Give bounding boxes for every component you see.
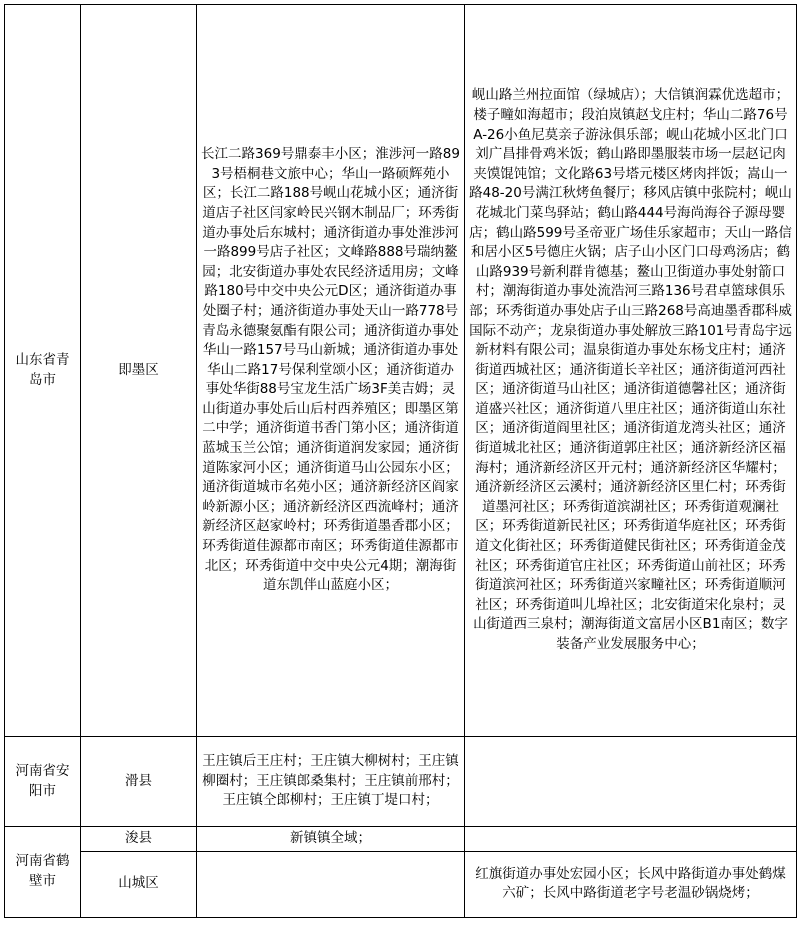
medium-risk-text: 王庄镇后王庄村；王庄镇大柳树村；王庄镇柳圈村；王庄镇郎桑集村；王庄镇前邢村；王庄镇仝郎柳村；王庄镇丁堤口村；: [202, 753, 459, 809]
medium-risk-cell: [197, 737, 465, 827]
district-name: 浚县: [125, 830, 152, 846]
table-row: [5, 737, 797, 827]
province-cell: [5, 5, 81, 737]
medium-risk-cell: [197, 827, 465, 852]
table-row: [5, 827, 797, 852]
low-risk-cell: [465, 737, 797, 827]
district-cell: [81, 737, 197, 827]
table-row: [5, 5, 797, 737]
district-cell: [81, 827, 197, 852]
province-cell: [5, 827, 81, 918]
province-name: 河南省鹤壁市: [15, 853, 70, 889]
medium-risk-cell: [197, 851, 465, 917]
low-risk-cell: [465, 851, 797, 917]
district-name: 山城区: [118, 875, 159, 892]
medium-risk-text: 新镇镇全域；: [290, 830, 371, 846]
low-risk-text: 岘山路兰州拉面馆（绿城店）；大信镇润霖优选超市；楼子疃如海超市；段泊岚镇赵戈庄村；华山二路76号A-26小鱼尼莫亲子游泳俱乐部；岘山花城小区北门口刘广昌排骨鸡米饭；鹤山路即墨服装市场一层赵记肉夹馍馄饨馆；文化路63号塔元楼区烤肉拌饭；嵩山一路48-20号满江秋烤鱼餐厅；移风店镇中张院村；岘山花城北门菜鸟驿站；鹤山路444号海尚海谷子源母婴店；鹤山路599号圣帝亚广场佳乐家超市；天山一路信和居小区5号德庄火锅；店子山小区门口母鸡汤店；鹤山路939号新利群肯德基；鳌山卫街道办事处射箭口村；潮海街道办事处流浩河三路136号君卓篮球俱乐部；环秀街道办事处店子山三路268号高迪墨香郡科威国际不动产；龙泉街道办事处解放三路101号青岛宇远新材料有限公司；温泉街道办事处东杨戈庄村；通济街道西城社区；通济街道长辛社区；通济街道河西社区；通济街道马山社区；通济街道德馨社区；通济街道盛兴社区；通济街道八里庄社区；通济街道山东社区；通济街道阎里社区；通济街道龙湾头社区；通济街道城北社区；通济街道郭庄社区；通济新经济区福海村；通济新经济区开元村；通济新经济区华耀村；通济新经济区云溪村；通济新经济区里仁村；环秀街道墨河社区；环秀街道滨湖社区；环秀街道观澜社区；环秀街道新民社区；环秀街道华庭社区；环秀街道文化街社区；环秀街道健民街社区；环秀街道金茂社区；环秀街道官庄社区；环秀街道山前社区；环秀街道滨河社区；环秀街道兴家疃社区；环秀街道顺河社区；环秀街道叫儿埠社区；北安街道宋化泉村；灵山街道西三泉村；潮海街道文富居小区B1南区；数字装备产业发展服务中心；: [469, 87, 792, 653]
district-cell: [81, 851, 197, 917]
medium-risk-text: 长江二路369号鼎泰丰小区；淮涉河一路893号梧桐巷文旅中心；华山一路硕辉苑小区；长江二路188号岘山花城小区；通济街道店子社区闫家岭民兴钢木制品厂；环秀街道办事处后东城村；通济街道办事处淮涉河一路899号店子社区；文峰路888号瑞纳鳌园；北安街道办事处农民经济适用房；文峰路180号中交中央公元D区；通济街道办事处圈子村；通济街道办事处天山一路778号青岛永德聚氨酯有限公司；通济街道办事处华山一路157号马山新城；通济街道办事处华山二路17号保利堂颂小区；通济街道办事处华街88号宝龙生活广场3F美吉姆；灵山街道办事处后山后村西养殖区；即墨区第二中学；通济街道书香门第小区；通济街道蓝城玉兰公馆；通济街道润发家园；通济街道陈家河小区；通济街道马山公园东小区；通济街道城市名苑小区；通济新经济区阎家岭新源小区；通济新经济区西流峰村；通济新经济区赵家岭村；环秀街道墨香郡小区；环秀街道佳源都市南区；环秀街道佳源都市北区；环秀街道中交中央公元4期；潮海街道东凯伴山蓝庭小区；: [201, 146, 460, 594]
province-name: 山东省青岛市: [15, 351, 70, 388]
province-cell: [5, 737, 81, 827]
province-name: 河南省安阳市: [15, 762, 70, 799]
district-name: 滑县: [125, 772, 152, 789]
medium-risk-cell: [197, 5, 465, 737]
risk-area-table: [4, 4, 797, 918]
district-name: 即墨区: [118, 361, 159, 378]
district-cell: [81, 5, 197, 737]
low-risk-cell: [465, 5, 797, 737]
low-risk-text: 红旗街道办事处宏园小区；长风中路街道办事处鹤煤六矿；长风中路街道老字号老温砂锅烧烤；: [475, 865, 786, 902]
low-risk-cell: [465, 827, 797, 852]
table-row: [5, 851, 797, 917]
